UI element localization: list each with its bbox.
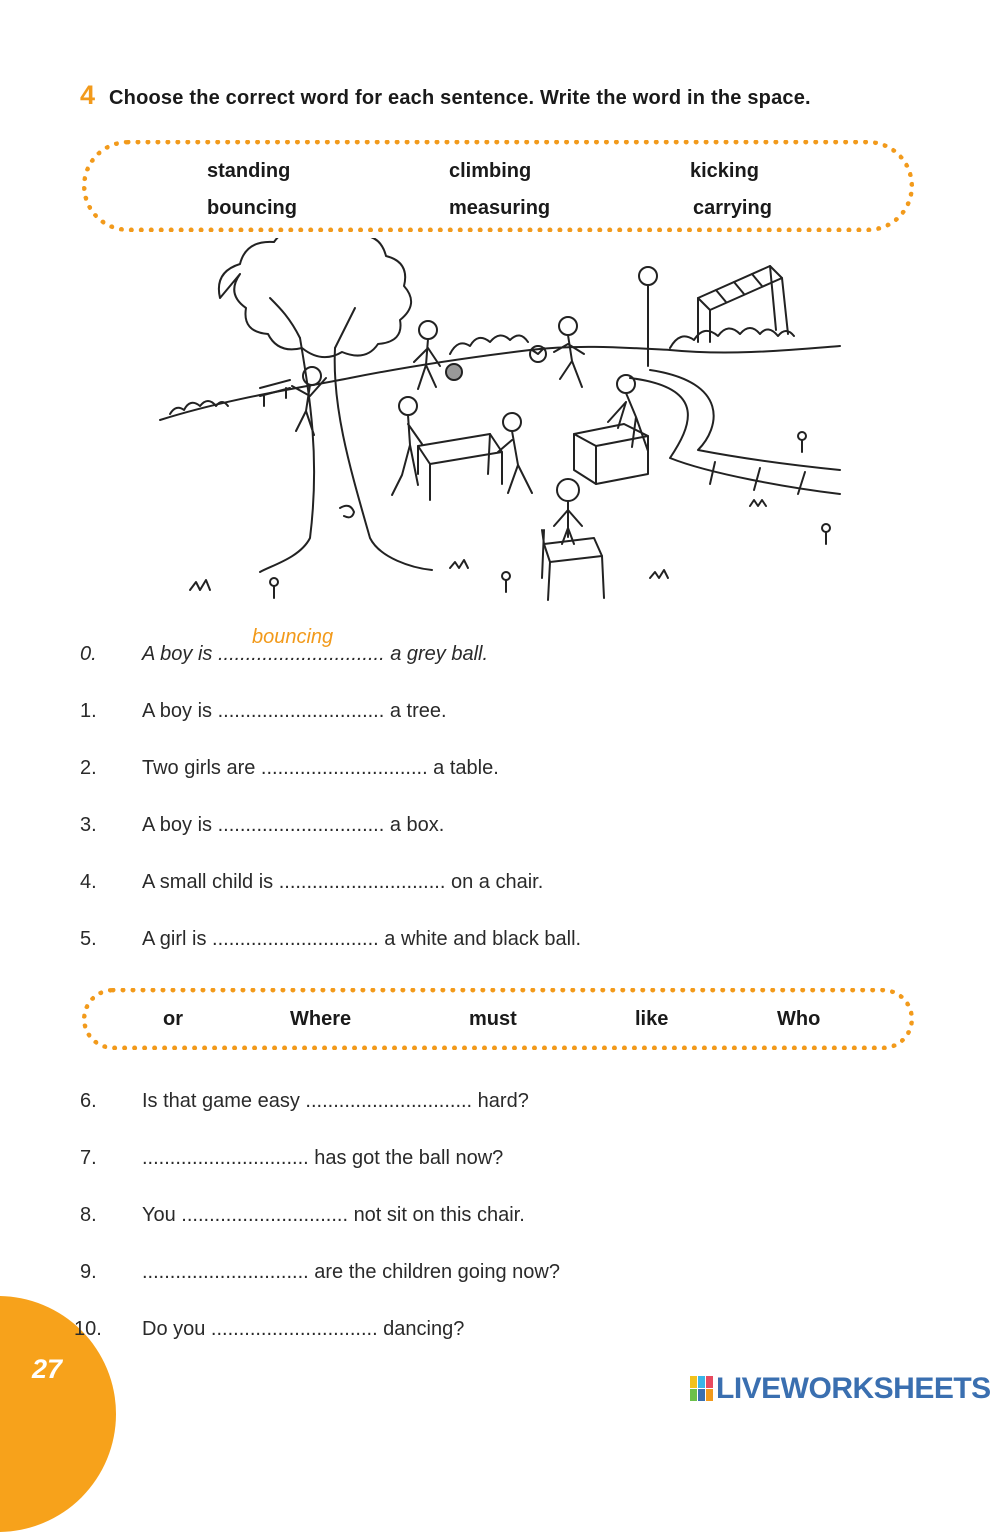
word-bank-2	[82, 988, 914, 1050]
question-text[interactable]: .............................. are the children going now?	[142, 1261, 560, 1283]
page-number: 27	[32, 1354, 63, 1384]
word-where: Where	[290, 1008, 352, 1030]
example-number: 0.	[80, 643, 97, 665]
word-standing: standing	[207, 160, 291, 182]
word-measuring: measuring	[449, 197, 551, 219]
word-like: like	[635, 1008, 669, 1030]
word-or: or	[163, 1008, 183, 1030]
question-text[interactable]: Two girls are .............................. a table.	[142, 757, 499, 779]
question-text[interactable]: Do you .............................. dancing?	[142, 1318, 465, 1340]
question-text[interactable]: A boy is .............................. a box.	[142, 814, 445, 836]
exercise-heading	[80, 80, 811, 111]
question-number: 9.	[80, 1261, 97, 1283]
example-answer: bouncing	[252, 626, 334, 648]
question-number: 5.	[80, 928, 97, 950]
question-number: 2.	[80, 757, 97, 779]
question-number: 3.	[80, 814, 97, 836]
brand-name: LIVEWORKSHEETS	[716, 1372, 991, 1405]
word-kicking: kicking	[690, 160, 759, 182]
park-illustration	[150, 238, 850, 610]
word-must: must	[469, 1008, 517, 1030]
question-text[interactable]: You .............................. not sit on this chair.	[142, 1204, 525, 1226]
brand-logo	[690, 1372, 991, 1406]
exercise-number: 4	[80, 80, 96, 110]
question-text[interactable]: A girl is .............................. a white and black ball.	[142, 928, 582, 950]
word-bank-1	[82, 140, 914, 232]
question-number: 6.	[80, 1090, 97, 1112]
word-who: Who	[777, 1008, 821, 1030]
liveworksheets-logo-icon	[690, 1376, 714, 1402]
word-climbing: climbing	[449, 160, 532, 182]
question-number: 1.	[80, 700, 97, 722]
question-number: 10.	[74, 1318, 102, 1340]
question-text[interactable]: Is that game easy .............................. hard?	[142, 1090, 529, 1112]
question-number: 4.	[80, 871, 97, 893]
word-carrying: carrying	[693, 197, 772, 219]
question-number: 7.	[80, 1147, 97, 1169]
question-text[interactable]: A boy is .............................. a tree.	[142, 700, 447, 722]
exercise-instruction: Choose the correct word for each sentence. Write the word in the space.	[109, 87, 811, 109]
example-text: A boy is .............................. a grey ball.	[142, 643, 489, 665]
word-bouncing: bouncing	[207, 197, 297, 219]
question-text[interactable]: .............................. has got the ball now?	[142, 1147, 504, 1169]
question-text[interactable]: A small child is .............................. on a chair.	[142, 871, 544, 893]
question-number: 8.	[80, 1204, 97, 1226]
